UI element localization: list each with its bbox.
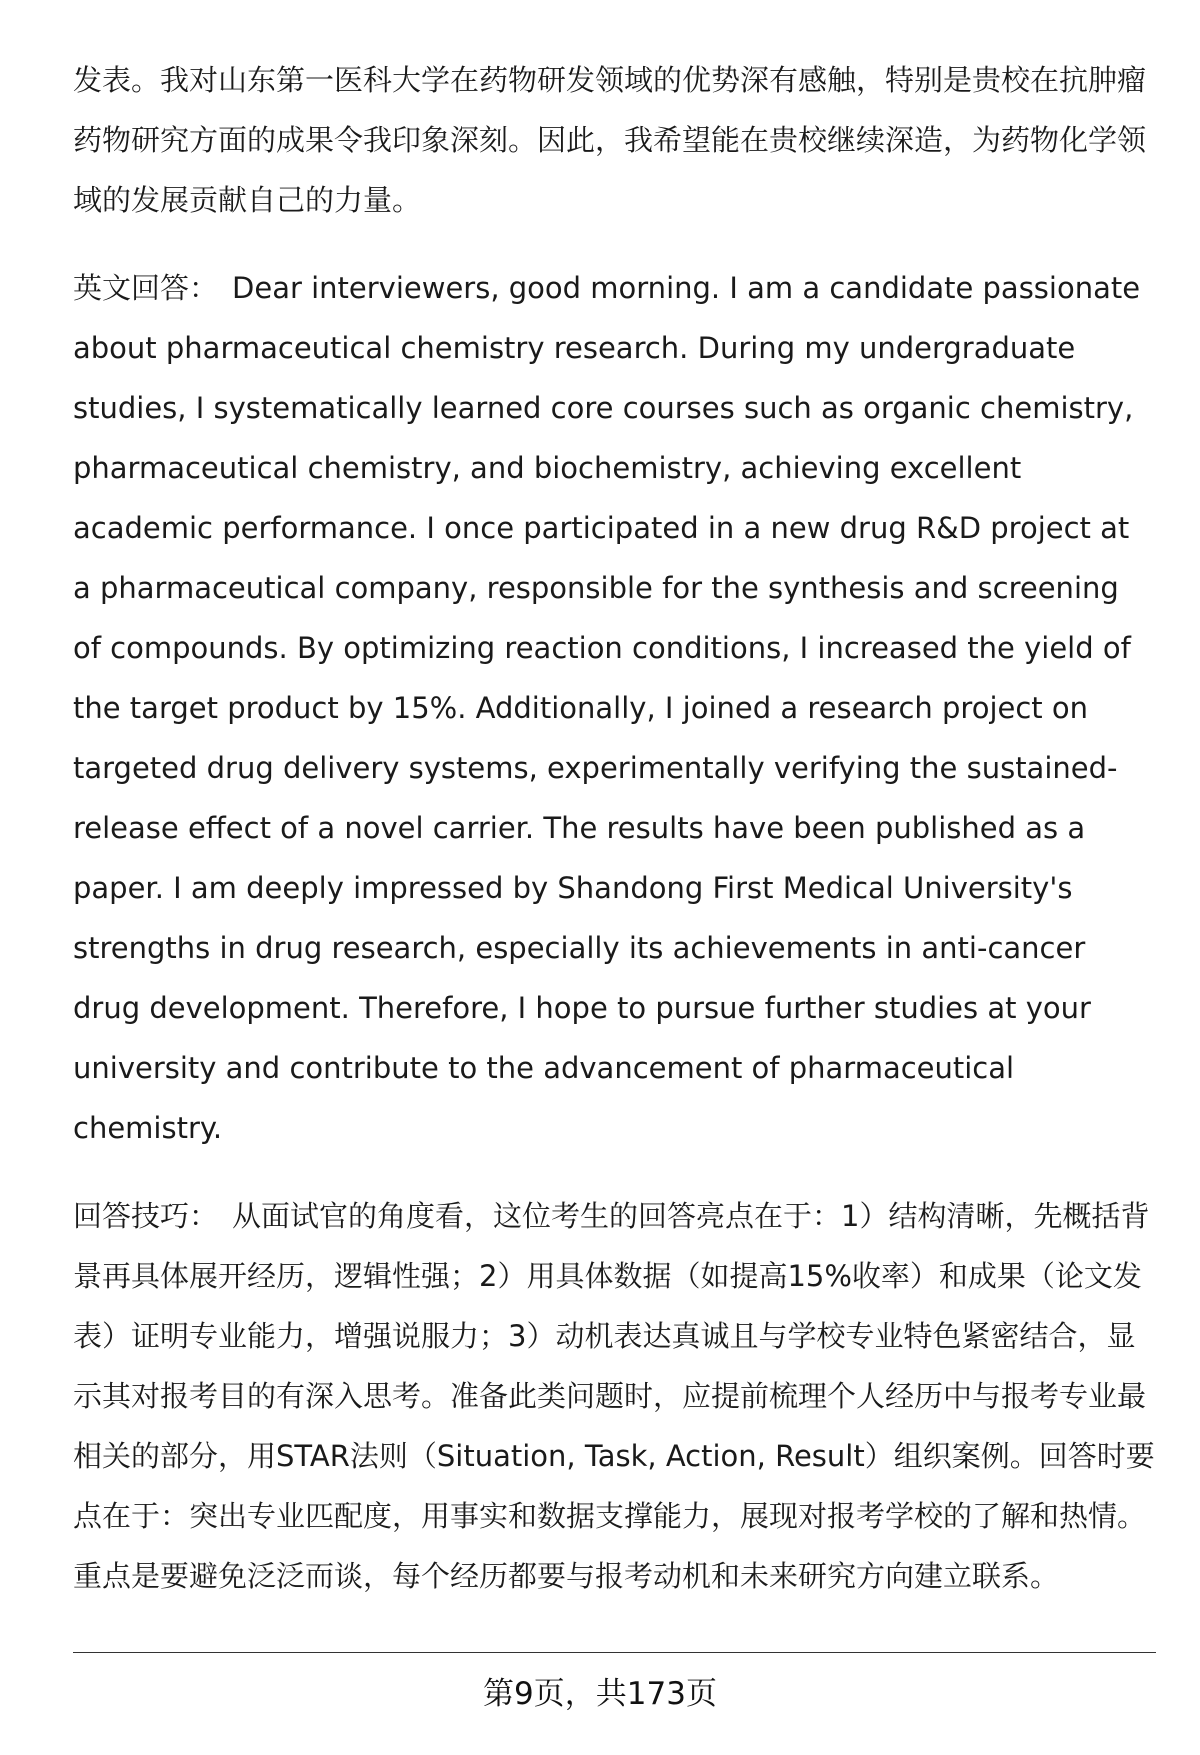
answer-tips-label: 回答技巧：: [73, 1199, 219, 1233]
english-answer-paragraph: [73, 258, 1155, 1158]
english-answer-text: Dear interviewers, good morning. I am a candidate passionate about pharmaceutical chemistry research. During my undergraduate studies, I systematically learned core courses such as organic chemistry, pharmaceutical chemistry, and biochemistry, achieving excellent academic performance. I once participated in a new drug R&D project at a pharmaceutical company, responsible for the synthesis and screening of compounds. By optimizing reaction conditions, I increased the yield of the target product by 15%. Additionally, I joined a research project on targeted drug delivery systems, experimentally verifying the sustained-release effect of a novel carrier. The results have been published as a paper. I am deeply impressed by Shandong First Medical University's strengths in drug research, especially its achievements in anti-cancer drug development. Therefore, I hope to pursue further studies at your university and contribute to the advancement of pharmaceutical chemistry.: [73, 271, 1141, 1145]
page-number: 第9页，共173页: [483, 1676, 717, 1712]
answer-tips-paragraph: [73, 1186, 1155, 1606]
document-body: [73, 50, 1155, 1634]
chinese-answer-continuation: 发表。我对山东第一医科大学在药物研发领域的优势深有感触，特别是贵校在抗肿瘤药物研究方面的成果令我印象深刻。因此，我希望能在贵校继续深造，为药物化学领域的发展贡献自己的力量。: [73, 63, 1147, 217]
answer-tips-text: 从面试官的角度看，这位考生的回答亮点在于：1）结构清晰，先概括背景再具体展开经历，逻辑性强；2）用具体数据（如提高15%收率）和成果（论文发表）证明专业能力，增强说服力；3）动机表达真诚且与学校专业特色紧密结合，显示其对报考目的有深入思考。准备此类问题时，应提前梳理个人经历中与报考专业最相关的部分，用STAR法则（Situation, Task, Action, Result）组织案例。回答时要点在于：突出专业匹配度，用事实和数据支撑能力，展现对报考学校的了解和热情。重点是要避免泛泛而谈，每个经历都要与报考动机和未来研究方向建立联系。: [73, 1199, 1155, 1593]
footer-divider: [73, 1652, 1156, 1653]
english-answer-label: 英文回答：: [73, 271, 219, 305]
